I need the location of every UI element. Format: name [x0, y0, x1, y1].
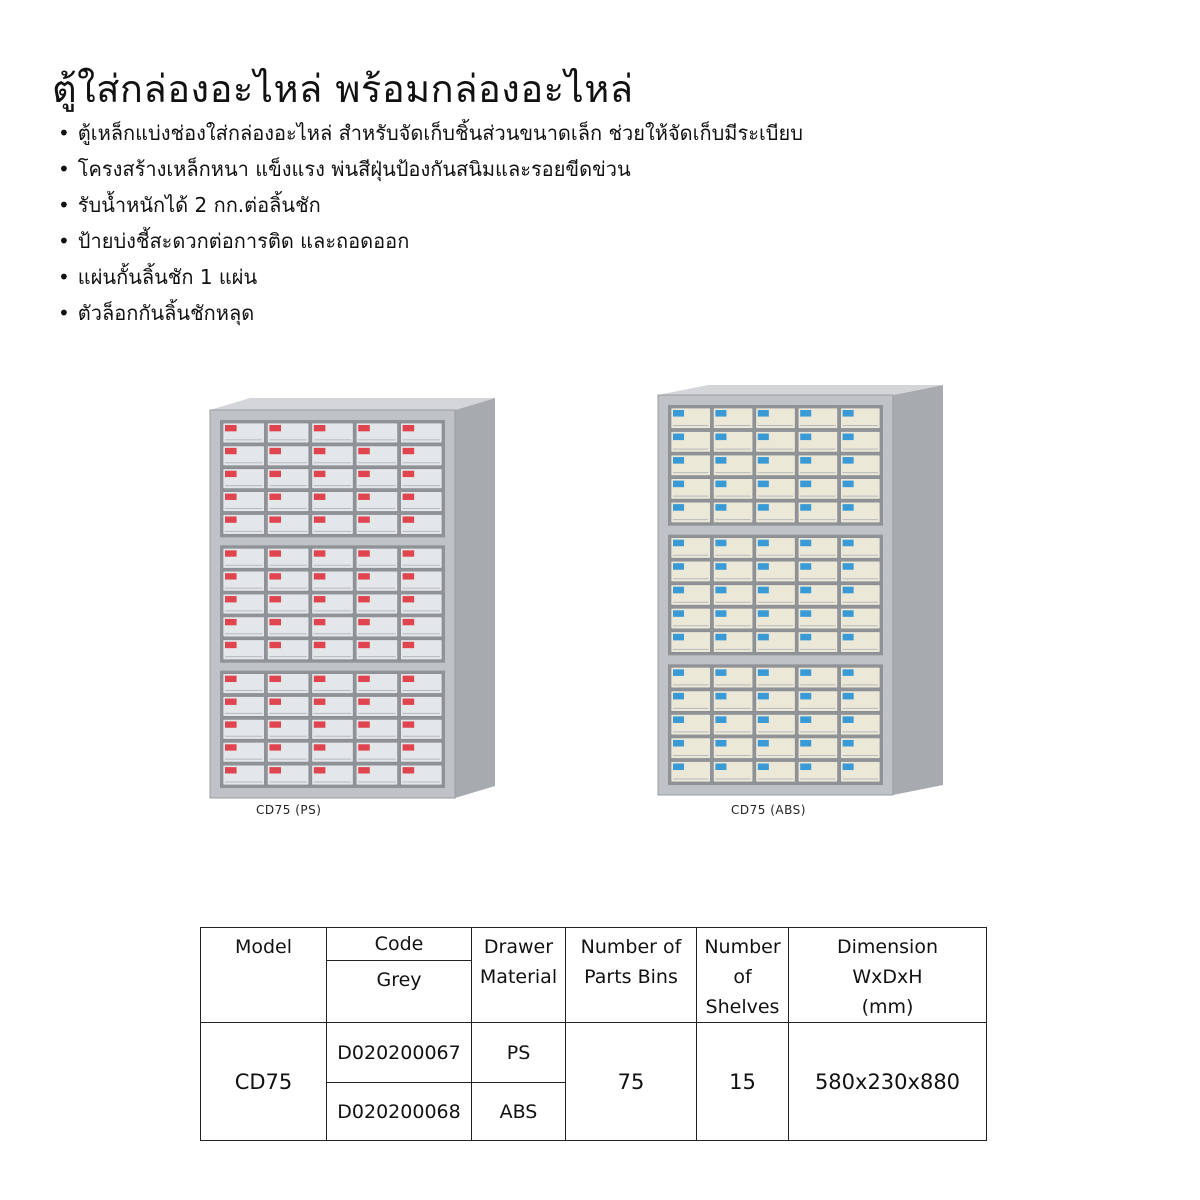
- bin-label: [269, 550, 281, 556]
- cabinet-abs-image: [650, 385, 950, 805]
- cell-code: D020200068: [327, 1083, 472, 1141]
- cell-code: D020200067: [327, 1023, 472, 1083]
- bin-label: [673, 669, 684, 676]
- bin-label: [758, 563, 769, 570]
- bin-label: [269, 676, 281, 682]
- header-parts-bins: Number of Parts Bins: [566, 928, 697, 1023]
- bin-label: [269, 596, 281, 602]
- bin-label: [314, 494, 326, 500]
- bin-label: [358, 619, 370, 625]
- bin-label: [403, 516, 415, 522]
- bin-label: [800, 410, 811, 417]
- cell-dimension: 580x230x880: [789, 1023, 987, 1141]
- bin-label: [673, 540, 684, 547]
- bin-label: [715, 434, 726, 441]
- feature-item: • ตัวล็อกกันลิ้นชักหลุด: [58, 302, 803, 338]
- header-material: Drawer Material: [472, 928, 566, 1023]
- bin-label: [843, 481, 854, 488]
- cell-material: PS: [472, 1023, 566, 1083]
- bin-label: [800, 669, 811, 676]
- feature-item: • โครงสร้างเหล็กหนา แข็งแรง พ่นสีฝุ่นป้องกันสนิมและรอยขีดข่วน: [58, 158, 803, 194]
- bin-label: [843, 563, 854, 570]
- bin-label: [225, 596, 237, 602]
- bin-label: [673, 716, 684, 723]
- bin-label: [800, 740, 811, 747]
- bin-label: [225, 516, 237, 522]
- bin-label: [403, 448, 415, 454]
- bin-label: [673, 563, 684, 570]
- bin-label: [715, 740, 726, 747]
- bin-label: [715, 504, 726, 511]
- cell-material: ABS: [472, 1083, 566, 1141]
- bin-label: [358, 516, 370, 522]
- spec-table: [200, 927, 987, 1141]
- bin-label: [758, 763, 769, 770]
- header-code-grey: Grey: [327, 961, 472, 1023]
- bin-label: [403, 596, 415, 602]
- bin-label: [758, 740, 769, 747]
- bin-label: [843, 610, 854, 617]
- bin-label: [800, 693, 811, 700]
- bin-label: [673, 457, 684, 464]
- bin-label: [269, 516, 281, 522]
- bin-label: [314, 619, 326, 625]
- bin-label: [758, 716, 769, 723]
- bin-label: [225, 425, 237, 431]
- header-code: Code: [327, 928, 472, 961]
- bin-label: [843, 587, 854, 594]
- bin-label: [314, 596, 326, 602]
- caption-abs: CD75 (ABS): [731, 803, 806, 817]
- bin-label: [314, 721, 326, 727]
- bin-label: [403, 619, 415, 625]
- bin-label: [800, 504, 811, 511]
- cabinet-top: [658, 385, 943, 395]
- bin-label: [403, 721, 415, 727]
- bin-label: [269, 699, 281, 705]
- bin-label: [758, 434, 769, 441]
- caption-ps: CD75 (PS): [256, 803, 322, 817]
- bin-label: [758, 504, 769, 511]
- bin-label: [843, 410, 854, 417]
- bin-label: [715, 716, 726, 723]
- bin-label: [269, 494, 281, 500]
- bin-label: [758, 410, 769, 417]
- cell-parts-bins: 75: [566, 1023, 697, 1141]
- feature-list: [58, 122, 803, 338]
- bin-label: [403, 550, 415, 556]
- bin-label: [673, 587, 684, 594]
- bin-label: [358, 573, 370, 579]
- bin-label: [758, 481, 769, 488]
- bin-label: [673, 610, 684, 617]
- bin-label: [225, 573, 237, 579]
- cabinet-top: [210, 398, 495, 410]
- bin-label: [673, 481, 684, 488]
- bin-label: [673, 434, 684, 441]
- bin-label: [225, 619, 237, 625]
- bin-label: [269, 642, 281, 648]
- bin-label: [269, 425, 281, 431]
- bin-label: [800, 634, 811, 641]
- bin-label: [225, 744, 237, 750]
- bin-label: [843, 457, 854, 464]
- bin-label: [715, 457, 726, 464]
- bin-label: [314, 516, 326, 522]
- bin-label: [403, 699, 415, 705]
- bin-label: [843, 763, 854, 770]
- bin-label: [269, 767, 281, 773]
- bin-label: [358, 471, 370, 477]
- bin-label: [758, 634, 769, 641]
- feature-item: • ตู้เหล็กแบ่งช่องใส่กล่องอะไหล่ สำหรับจัดเก็บชิ้นส่วนขนาดเล็ก ช่วยให้จัดเก็บมีระเบียบ: [58, 122, 803, 158]
- bin-label: [758, 693, 769, 700]
- bin-label: [358, 494, 370, 500]
- bin-label: [843, 716, 854, 723]
- bin-label: [673, 634, 684, 641]
- cell-shelves: 15: [697, 1023, 789, 1141]
- bin-label: [225, 642, 237, 648]
- bin-label: [800, 540, 811, 547]
- bin-label: [715, 610, 726, 617]
- bin-label: [403, 676, 415, 682]
- bin-label: [358, 425, 370, 431]
- bin-label: [800, 716, 811, 723]
- page-title: ตู้ใส่กล่องอะไหล่ พร้อมกล่องอะไหล่: [52, 67, 634, 111]
- bin-label: [269, 573, 281, 579]
- bin-label: [358, 550, 370, 556]
- bin-label: [358, 642, 370, 648]
- cabinet-side: [893, 385, 943, 795]
- bin-label: [843, 434, 854, 441]
- bin-label: [715, 481, 726, 488]
- bin-label: [715, 540, 726, 547]
- bin-label: [403, 573, 415, 579]
- bin-label: [403, 471, 415, 477]
- bin-label: [225, 676, 237, 682]
- bin-label: [314, 425, 326, 431]
- bin-label: [673, 410, 684, 417]
- bin-label: [269, 471, 281, 477]
- bin-label: [800, 763, 811, 770]
- header-shelves: Number of Shelves: [697, 928, 789, 1023]
- bin-label: [225, 494, 237, 500]
- bin-label: [673, 504, 684, 511]
- bin-label: [715, 410, 726, 417]
- bin-label: [225, 471, 237, 477]
- cell-model: CD75: [201, 1023, 327, 1141]
- bin-label: [673, 740, 684, 747]
- bin-label: [225, 550, 237, 556]
- bin-label: [269, 721, 281, 727]
- bin-label: [314, 744, 326, 750]
- bin-label: [314, 550, 326, 556]
- bin-label: [358, 448, 370, 454]
- bin-label: [673, 693, 684, 700]
- bin-label: [843, 540, 854, 547]
- bin-label: [758, 610, 769, 617]
- feature-item: • แผ่นกั้นลิ้นชัก 1 แผ่น: [58, 266, 803, 302]
- bin-label: [314, 699, 326, 705]
- bin-label: [800, 587, 811, 594]
- bin-label: [225, 721, 237, 727]
- bin-label: [758, 540, 769, 547]
- feature-item: • ป้ายบ่งชี้สะดวกต่อการติด และถอดออก: [58, 230, 803, 266]
- bin-label: [758, 587, 769, 594]
- bin-label: [358, 744, 370, 750]
- header-dimension: Dimension WxDxH (mm): [789, 928, 987, 1023]
- cabinet-side: [455, 398, 495, 798]
- bin-label: [843, 504, 854, 511]
- bin-label: [843, 634, 854, 641]
- bin-label: [269, 619, 281, 625]
- bin-label: [715, 669, 726, 676]
- feature-item: • รับน้ำหนักได้ 2 กก.ต่อลิ้นชัก: [58, 194, 803, 230]
- bin-label: [314, 676, 326, 682]
- bin-label: [403, 494, 415, 500]
- bin-label: [314, 767, 326, 773]
- bin-label: [843, 740, 854, 747]
- bin-label: [358, 596, 370, 602]
- bin-label: [403, 642, 415, 648]
- bin-label: [843, 669, 854, 676]
- bin-label: [314, 448, 326, 454]
- bin-label: [403, 744, 415, 750]
- bin-label: [715, 563, 726, 570]
- bin-label: [358, 721, 370, 727]
- bin-label: [800, 457, 811, 464]
- bin-label: [269, 744, 281, 750]
- cabinet-ps-image: [200, 398, 500, 800]
- bin-label: [269, 448, 281, 454]
- bin-label: [800, 563, 811, 570]
- bin-label: [314, 642, 326, 648]
- bin-label: [673, 763, 684, 770]
- bin-label: [715, 587, 726, 594]
- bin-label: [358, 767, 370, 773]
- bin-label: [225, 448, 237, 454]
- bin-label: [758, 669, 769, 676]
- bin-label: [314, 573, 326, 579]
- bin-label: [715, 763, 726, 770]
- bin-label: [358, 676, 370, 682]
- bin-label: [758, 457, 769, 464]
- bin-label: [715, 634, 726, 641]
- bin-label: [358, 699, 370, 705]
- bin-label: [225, 767, 237, 773]
- bin-label: [314, 471, 326, 477]
- bin-label: [800, 434, 811, 441]
- bin-label: [403, 767, 415, 773]
- bin-label: [403, 425, 415, 431]
- bin-label: [225, 699, 237, 705]
- bin-label: [843, 693, 854, 700]
- header-model: Model: [201, 928, 327, 1023]
- bin-label: [800, 481, 811, 488]
- bin-label: [800, 610, 811, 617]
- bin-label: [715, 693, 726, 700]
